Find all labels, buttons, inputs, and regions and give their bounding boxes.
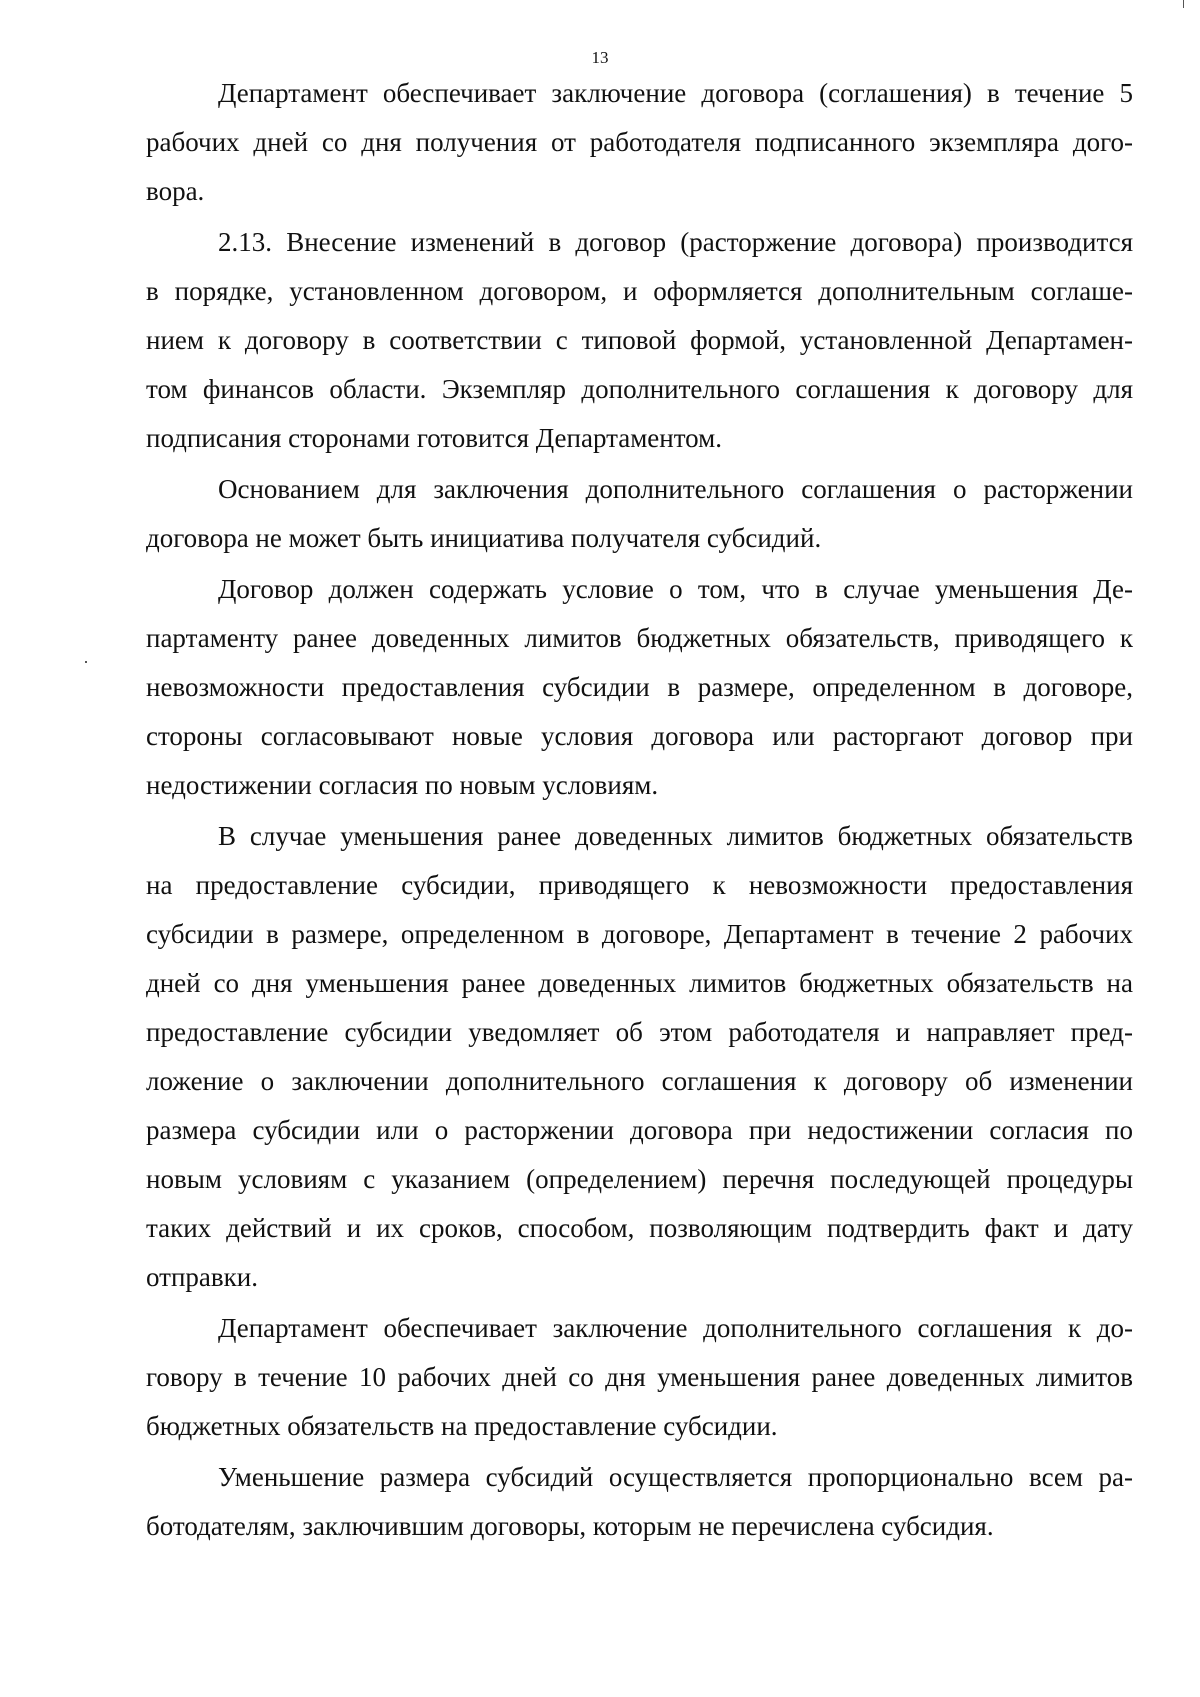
text-line: ботодателям, заключившим договоры, которым не перечислена субсидия. [146, 1511, 994, 1541]
text-line: том финансов области. Экземпляр дополнительного соглашения к договору для [146, 374, 1133, 404]
document-body [146, 69, 1133, 1553]
text-line: предоставление субсидии уведомляет об этом работодателя и направляет пред- [146, 1017, 1133, 1047]
text-line: Основанием для заключения дополнительного соглашения о расторжении [218, 474, 1133, 504]
text-line: нием к договору в соответствии с типовой формой, установленной Департамен- [146, 325, 1133, 355]
text-line: на предоставление субсидии, приводящего к невозможности предоставления [146, 870, 1133, 900]
paragraph [146, 218, 1133, 463]
text-line: дней со дня уменьшения ранее доведенных лимитов бюджетных обязательств на [146, 968, 1133, 998]
text-line: Уменьшение размера субсидий осуществляется пропорционально всем ра- [218, 1462, 1133, 1492]
scan-artifact-top-right [1183, 0, 1184, 8]
paragraph [146, 69, 1133, 216]
text-line: Договор должен содержать условие о том, что в случае уменьшения Де- [218, 574, 1133, 604]
text-line: размера субсидии или о расторжении договора при недостижении согласия по [146, 1115, 1133, 1145]
scan-artifact-left-dot [85, 661, 87, 663]
text-line: невозможности предоставления субсидии в размере, определенном в договоре, [146, 672, 1133, 702]
paragraph [146, 565, 1133, 810]
paragraph [146, 812, 1133, 1302]
text-line: 2.13. Внесение изменений в договор (расторжение договора) производится [218, 227, 1133, 257]
text-line: бюджетных обязательств на предоставление субсидии. [146, 1411, 778, 1441]
paragraph [146, 465, 1133, 563]
text-line: в порядке, установленном договором, и оформляется дополнительным соглаше- [146, 276, 1133, 306]
text-line: ложение о заключении дополнительного соглашения к договору об изменении [146, 1066, 1133, 1096]
paragraph [146, 1453, 1133, 1551]
text-line: говору в течение 10 рабочих дней со дня уменьшения ранее доведенных лимитов [146, 1362, 1133, 1392]
text-line: субсидии в размере, определенном в договоре, Департамент в течение 2 рабочих [146, 919, 1133, 949]
text-line: новым условиям с указанием (определением) перечня последующей процедуры [146, 1164, 1133, 1194]
page-number: 13 [591, 48, 609, 67]
text-line: недостижении согласия по новым условиям. [146, 770, 659, 800]
text-line: Департамент обеспечивает заключение дополнительного соглашения к до- [218, 1313, 1133, 1343]
text-line: подписания сторонами готовится Департаментом. [146, 423, 722, 453]
text-line: стороны согласовывают новые условия договора или расторгают договор при [146, 721, 1133, 751]
text-line: В случае уменьшения ранее доведенных лимитов бюджетных обязательств [218, 821, 1133, 851]
paragraph [146, 1304, 1133, 1451]
text-line: договора не может быть инициатива получателя субсидий. [146, 523, 822, 553]
text-line: рабочих дней со дня получения от работодателя подписанного экземпляра дого- [146, 127, 1133, 157]
text-line: вора. [146, 176, 205, 206]
text-line: партаменту ранее доведенных лимитов бюджетных обязательств, приводящего к [146, 623, 1133, 653]
text-line: таких действий и их сроков, способом, позволяющим подтвердить факт и дату [146, 1213, 1133, 1243]
text-line: отправки. [146, 1262, 258, 1292]
text-line: Департамент обеспечивает заключение договора (соглашения) в течение 5 [218, 78, 1133, 108]
